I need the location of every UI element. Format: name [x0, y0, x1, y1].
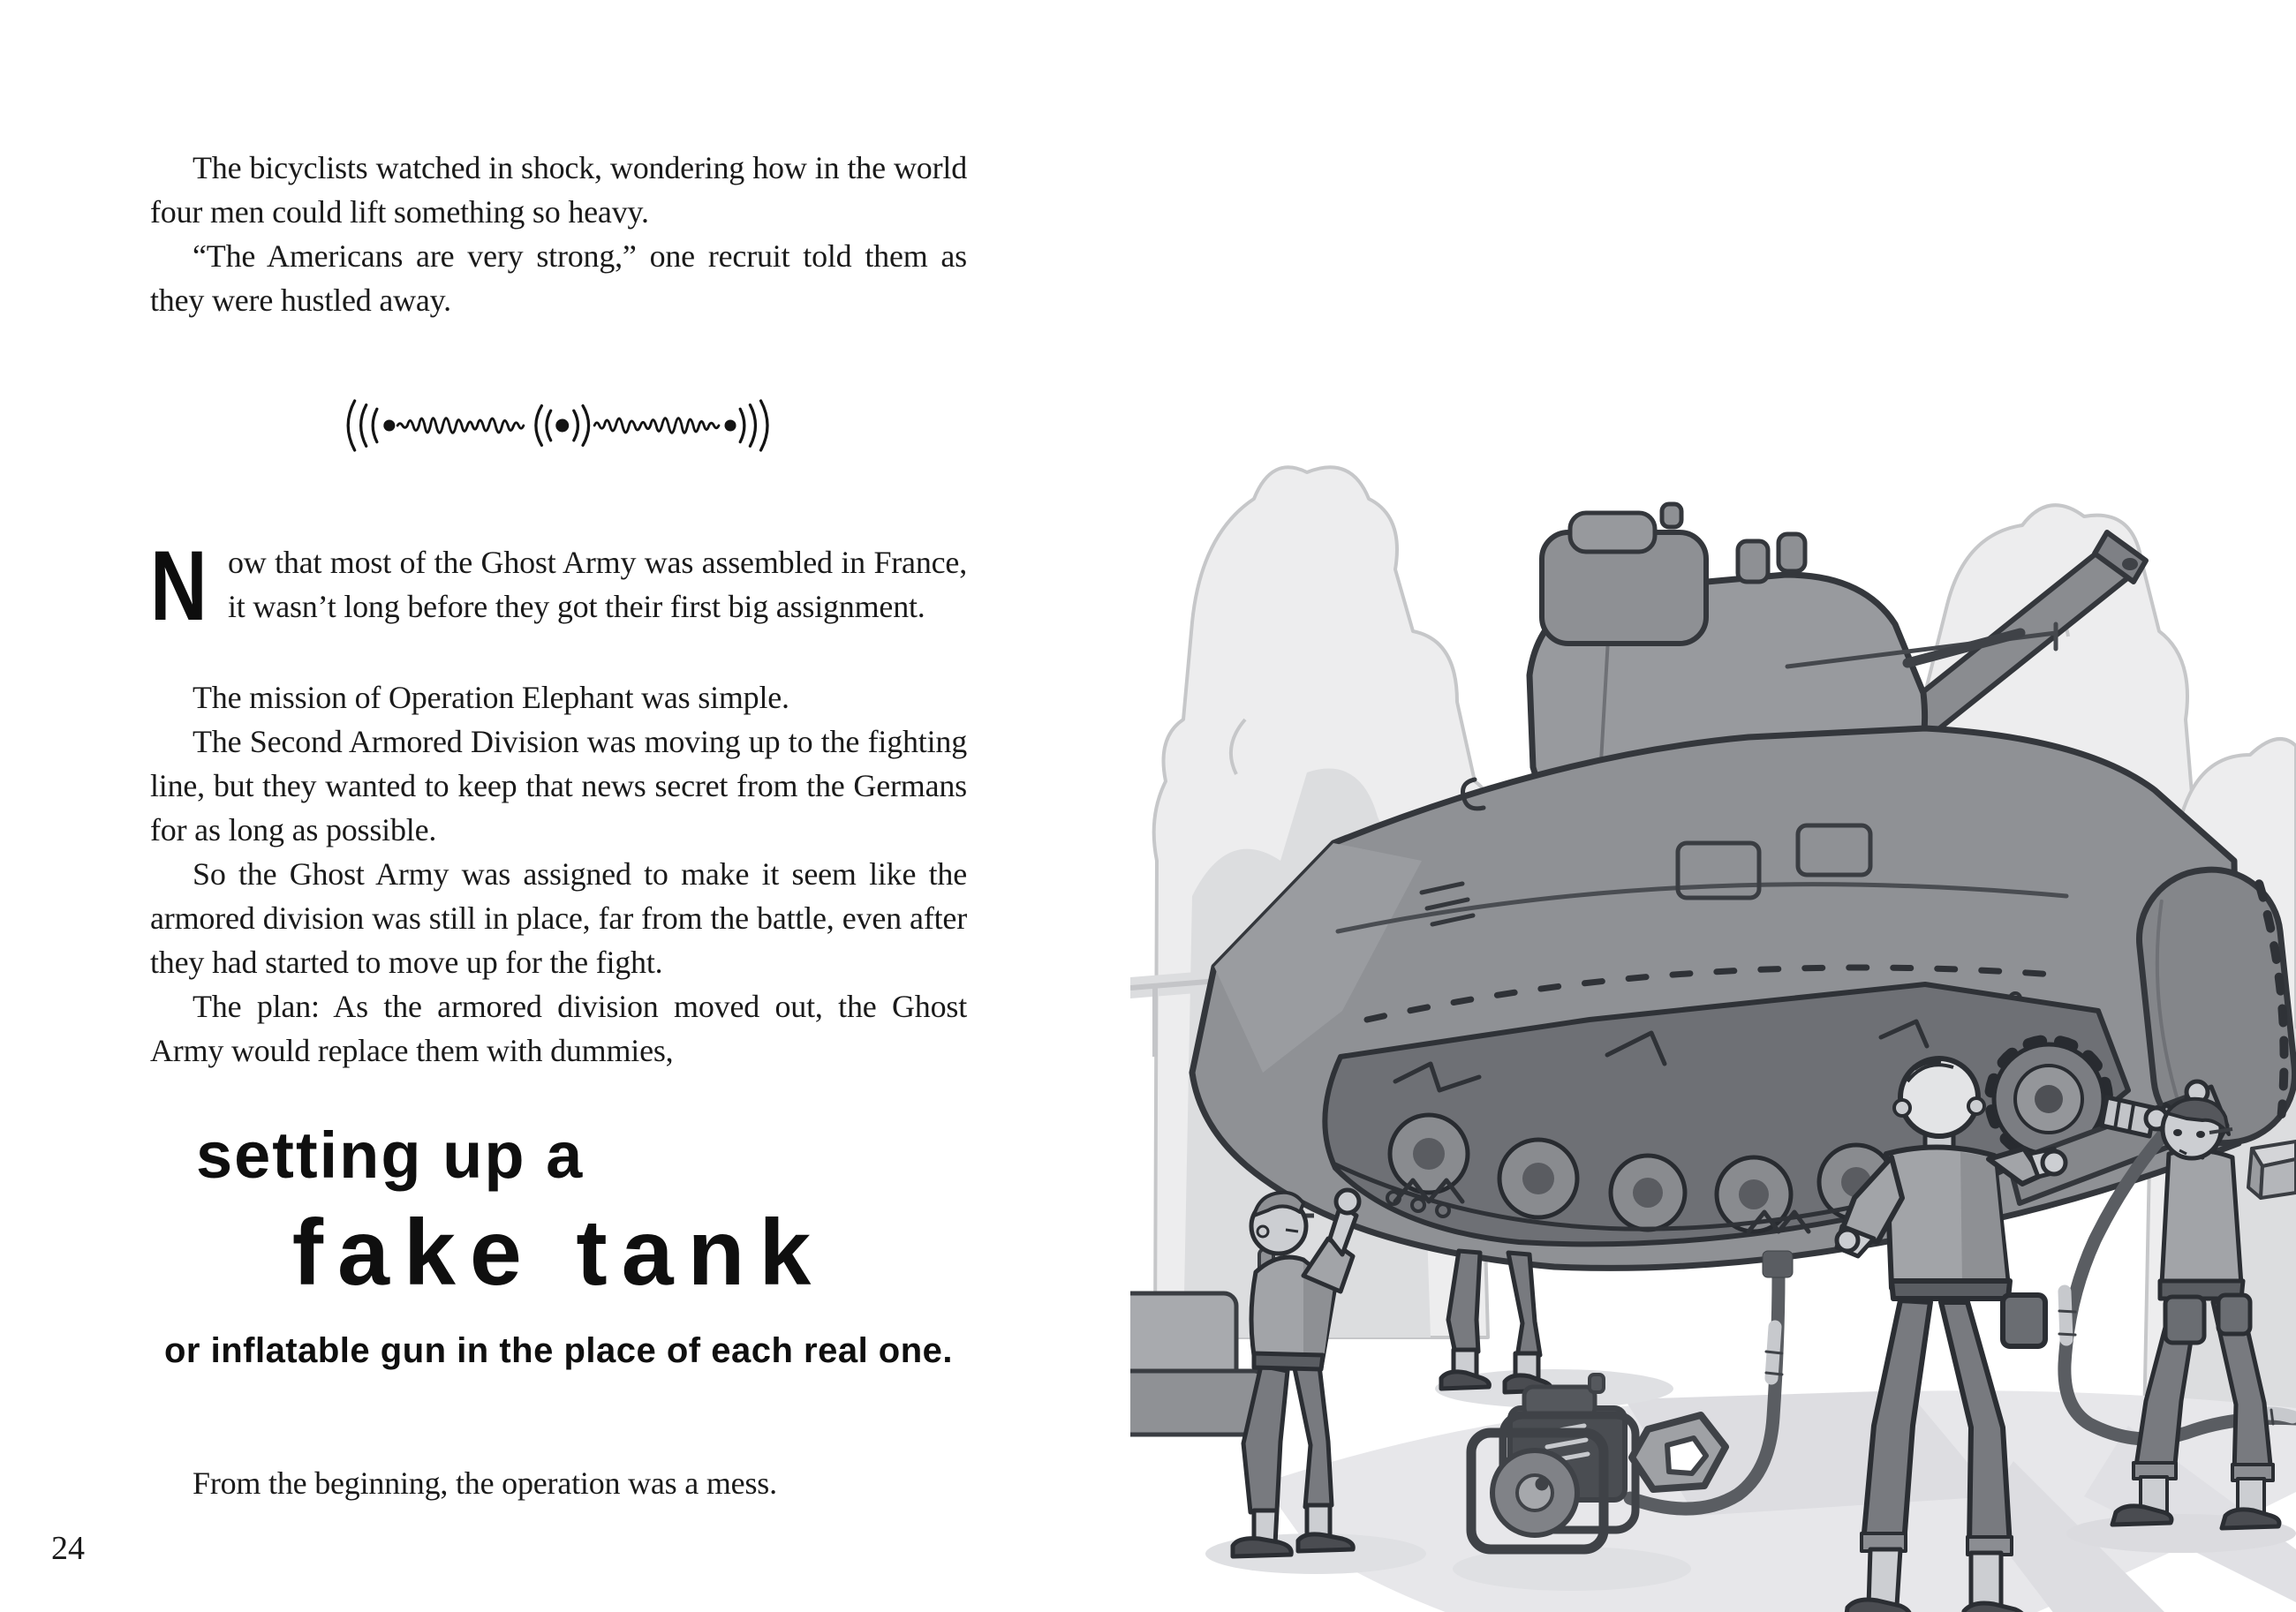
display-line-2: fake tank: [291, 1201, 826, 1305]
display-heading: [150, 1119, 967, 1372]
paragraph-block: [150, 984, 967, 1073]
ghost-army-tank-illustration: [1130, 402, 2296, 1612]
paragraph: From the beginning, the operation was a mess.: [193, 1465, 777, 1501]
section-divider: [150, 395, 967, 460]
paragraph-text: ow that most of the Ghost Army was assembled in France, it wasn’t long before they got their first big assignment.: [228, 545, 967, 624]
drop-cap: N: [150, 531, 208, 641]
paragraph: The Second Armored Division was moving up to the fighting line, but they wanted to keep that news secret from the Germans for as long as possible.: [150, 724, 967, 847]
dropcap-paragraph-block: [150, 531, 967, 641]
closing-paragraph-block: [150, 1461, 967, 1505]
paragraph: So the Ghost Army was assigned to make it seem like the armored division was still in place, far from the battle, even after they had started to move up for the fight.: [150, 856, 967, 980]
paragraph-block: [150, 852, 967, 984]
paragraph-block: [150, 719, 967, 852]
soldier-behind-legs: [1441, 1251, 1551, 1392]
display-line-3: or inflatable gun in the place of each real one.: [163, 1331, 954, 1370]
opening-paragraphs: [150, 146, 967, 322]
radio-waves-icon: [338, 395, 780, 456]
paragraph-dropcap: [150, 531, 967, 641]
display-line-1: setting up a: [196, 1119, 585, 1192]
paragraph: The plan: As the armored division moved out, the Ghost Army would replace them with dummies,: [150, 989, 967, 1068]
paragraph: The mission of Operation Elephant was simple.: [193, 680, 789, 715]
periscope: [1779, 534, 1805, 571]
paragraph: “The Americans are very strong,” one recruit told them as they were hustled away.: [150, 238, 967, 318]
periscope: [1738, 541, 1768, 582]
paragraph: The bicyclists watched in shock, wondering how in the world four men could lift something so heavy.: [150, 150, 967, 230]
paragraph-block: [150, 675, 967, 719]
page-number: 24: [51, 1530, 85, 1567]
